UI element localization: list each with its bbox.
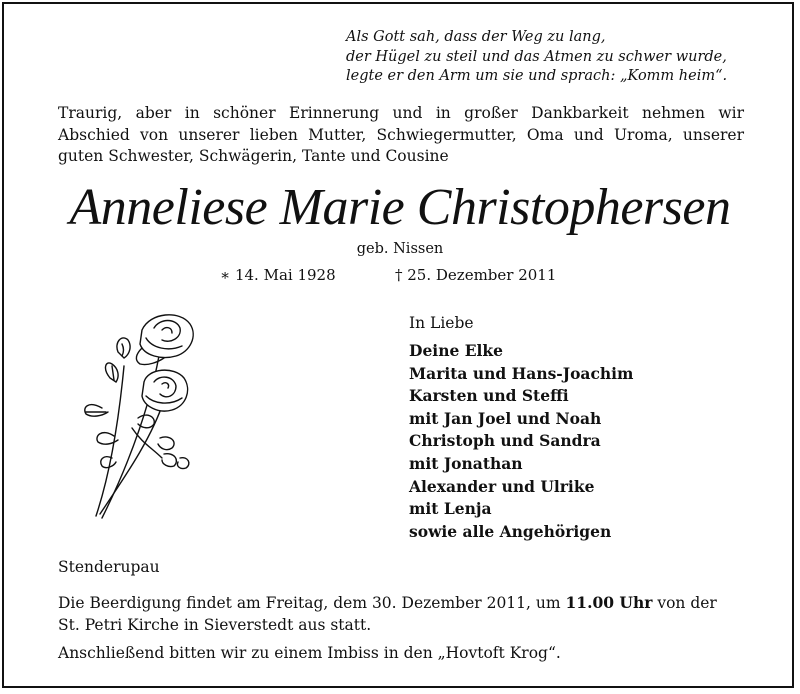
list-item: mit Lenja — [409, 499, 492, 519]
list-item: Marita und Hans-Joachim — [409, 363, 634, 383]
list-item: Alexander und Ulrike — [409, 476, 595, 496]
deceased-name: Anneliese Marie Christophersen — [69, 179, 731, 236]
list-item: mit Jonathan — [409, 453, 523, 473]
intro-line: guten Schwester, Schwägerin, Tante und Cousine — [58, 147, 449, 165]
quote-line: Als Gott sah, dass der Weg zu lang, — [346, 29, 606, 45]
funeral-location: St. Petri Kirche in Sieverstedt aus statt. — [58, 615, 372, 634]
list-item: mit Jan Joel und Noah — [409, 408, 602, 428]
rose-illustration-icon — [72, 308, 212, 523]
death-date: † 25. Dezember 2011 — [395, 266, 557, 284]
quote-line: der Hügel zu steil und das Atmen zu schwer wurde, — [346, 48, 727, 65]
list-item: Karsten und Steffi — [409, 386, 569, 406]
epitaph-quote — [346, 28, 766, 87]
list-item: Deine Elke — [409, 341, 504, 360]
place-name: Stenderupau — [58, 558, 160, 576]
reception-info: Anschließend bitten wir zu einem Imbiss in den „Hovtoft Krog“. — [58, 644, 561, 662]
mourners-list — [409, 340, 633, 543]
birth-date: ∗ 14. Mai 1928 — [220, 266, 336, 284]
intro-text — [58, 103, 744, 168]
intro-line: Abschied von unserer lieben Mutter, Schwiegermutter, Oma und Uroma, unserer — [58, 125, 744, 144]
funeral-time: 11.00 Uhr — [565, 593, 653, 612]
birth-name: geb. Nissen — [356, 241, 444, 257]
list-item: sowie alle Angehörigen — [409, 521, 612, 541]
quote-line: legte er den Arm um sie und sprach: „Komm heim“. — [346, 68, 728, 84]
funeral-text: Die Beerdigung findet am Freitag, dem 30. Dezember 2011, um — [58, 594, 566, 612]
mourners-heading: In Liebe — [409, 314, 474, 332]
intro-line: Traurig, aber in schöner Erinnerung und in großer Dankbarkeit nehmen wir — [58, 104, 744, 122]
funeral-text-end: von der — [652, 594, 717, 612]
list-item: Christoph und Sandra — [409, 431, 601, 451]
funeral-info — [58, 592, 748, 636]
